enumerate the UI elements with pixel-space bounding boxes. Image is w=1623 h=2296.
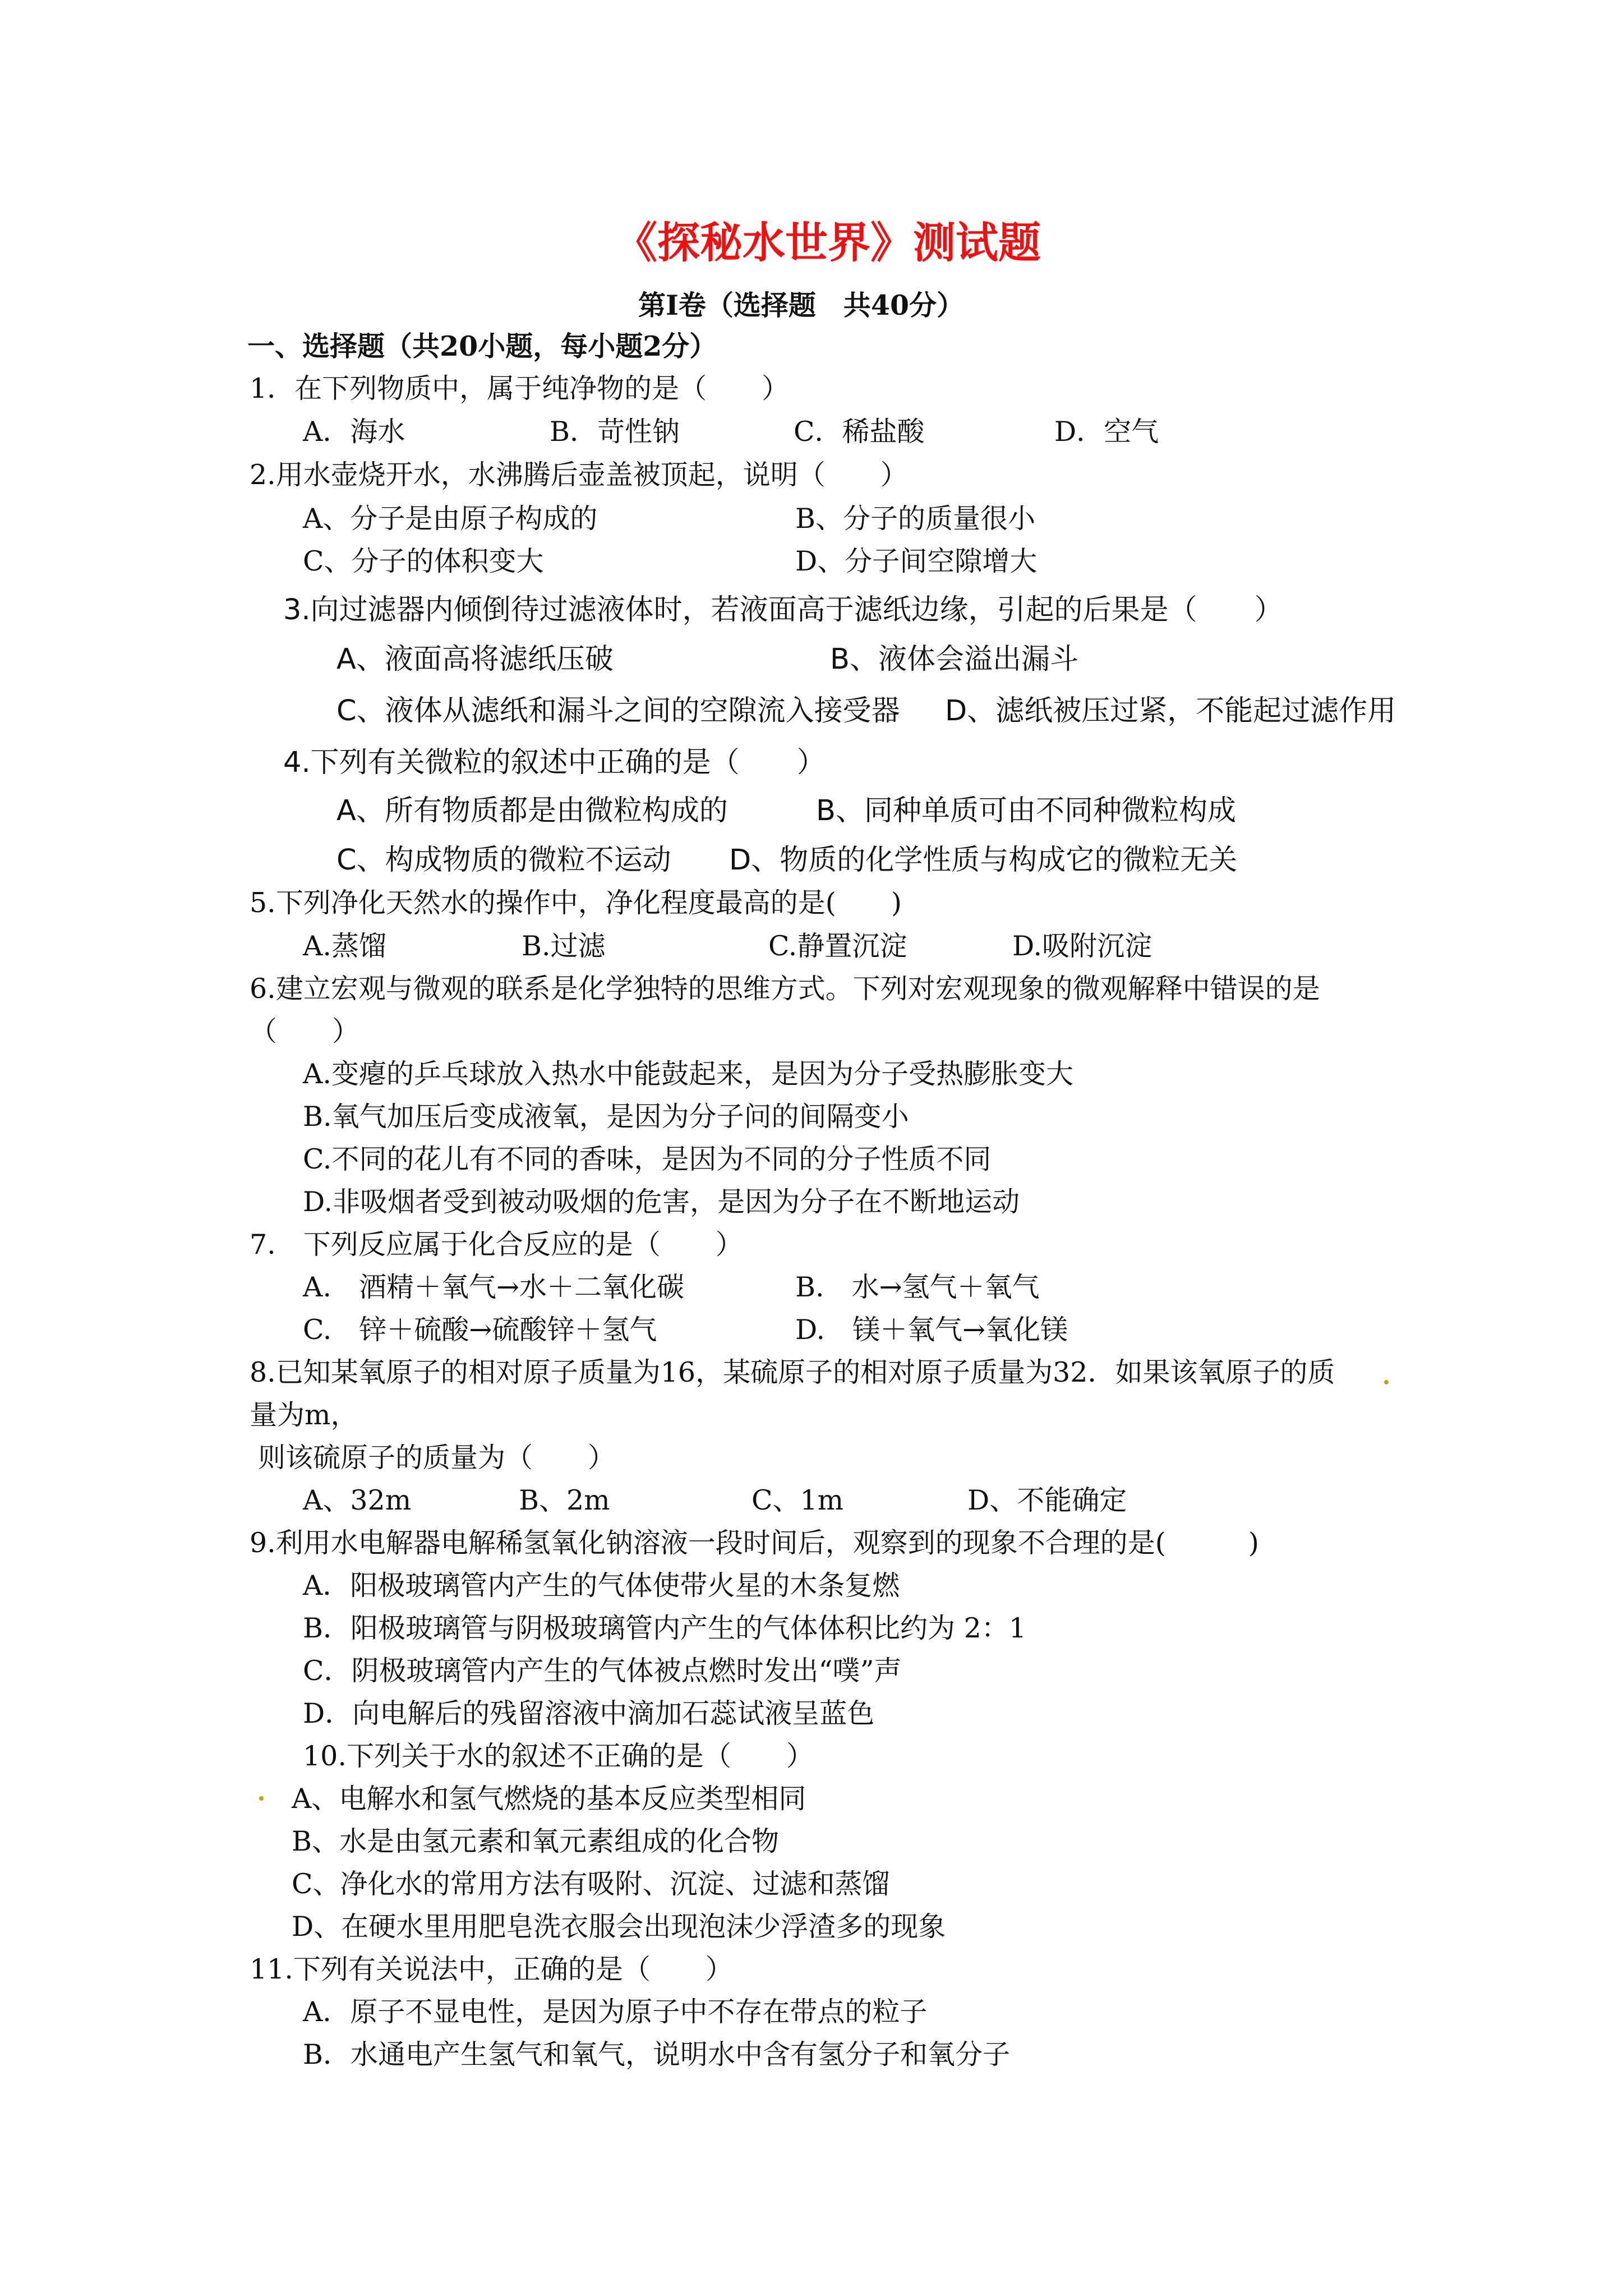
question-7-option-a: A. 酒精＋氧气→水＋二氧化碳 xyxy=(303,1271,685,1303)
section-heading: 一、选择题（共20小题，每小题2分） xyxy=(247,330,717,362)
question-5-option-a: A.蒸馏 xyxy=(303,930,386,962)
question-7-option-d: D. 镁＋氧气→氧化镁 xyxy=(795,1314,1068,1346)
question-6-option-c: C.不同的花儿有不同的香味，是因为不同的分子性质不同 xyxy=(303,1143,992,1175)
question-1-stem: 1．在下列物质中，属于纯净物的是（ ） xyxy=(250,372,790,404)
stray-mark xyxy=(1384,1380,1389,1384)
question-7-option-b: B. 水→氢气＋氧气 xyxy=(795,1271,1040,1303)
question-10-option-a: A、电解水和氢气燃烧的基本反应类型相同 xyxy=(292,1783,806,1815)
question-2-stem: 2.用水壶烧开水，水沸腾后壶盖被顶起，说明（ ） xyxy=(250,459,908,491)
question-1-option-b: B．苛性钠 xyxy=(550,416,680,448)
question-8-option-d: D、不能确定 xyxy=(967,1484,1127,1516)
question-4-option-b: B、同种单质可由不同种微粒构成 xyxy=(816,794,1236,827)
question-2-option-a: A、分子是由原子构成的 xyxy=(303,503,598,535)
question-2-option-c: C、分子的体积变大 xyxy=(303,545,544,577)
question-1-option-c: C．稀盐酸 xyxy=(794,416,925,448)
question-6-option-b: B.氧气加压后变成液氧，是因为分子问的间隔变小 xyxy=(303,1101,909,1133)
page-title: 《探秘水世界》测试题 xyxy=(615,218,1041,268)
question-3-option-d: D、滤纸被压过紧，不能起过滤作用 xyxy=(945,694,1396,728)
question-6-option-a: A.变瘪的乒乓球放入热水中能鼓起来，是因为分子受热膨胀变大 xyxy=(303,1058,1073,1090)
question-5-option-d: D.吸附沉淀 xyxy=(1012,930,1152,962)
question-8-stem-line3: 则该硫原子的质量为（ ） xyxy=(258,1442,616,1474)
question-8-option-a: A、32m xyxy=(303,1484,412,1516)
stray-mark xyxy=(259,1796,264,1801)
question-9-option-a: A．阳极玻璃管内产生的气体使带火星的木条复燃 xyxy=(303,1570,900,1602)
question-11-option-b: B．水通电产生氢气和氧气，说明水中含有氢分子和氧分子 xyxy=(303,2039,1011,2070)
question-4-option-d: D、物质的化学性质与构成它的微粒无关 xyxy=(729,844,1238,877)
question-2-option-d: D、分子间空隙增大 xyxy=(795,545,1038,577)
question-11-stem: 11.下列有关说法中，正确的是（ ） xyxy=(250,1953,733,1985)
question-8-option-c: C、1m xyxy=(751,1484,844,1516)
question-4-option-a: A、所有物质都是由微粒构成的 xyxy=(336,794,728,827)
question-6-stem-continued: （ ） xyxy=(250,1015,360,1047)
question-3-option-b: B、液体会溢出漏斗 xyxy=(830,643,1078,676)
question-9-option-b: B．阳极玻璃管与阴极玻璃管内产生的气体体积比约为 2：1 xyxy=(303,1612,1026,1644)
question-3-option-a: A、液面高将滤纸压破 xyxy=(336,643,614,676)
question-10-option-c: C、净化水的常用方法有吸附、沉淀、过滤和蒸馏 xyxy=(292,1868,890,1900)
question-8-stem-continued: 量为m， xyxy=(250,1399,358,1431)
question-10-option-b: B、水是由氢元素和氧元素组成的化合物 xyxy=(292,1825,780,1857)
question-4-stem: 4.下列有关微粒的叙述中正确的是（ ） xyxy=(283,746,826,779)
part-heading: 第Ⅰ卷（选择题 共40分） xyxy=(638,289,965,321)
question-8-option-b: B、2m xyxy=(519,1484,610,1516)
question-11-option-a: A．原子不显电性，是因为原子中不存在带点的粒子 xyxy=(303,1996,928,2028)
question-3-option-c: C、液体从滤纸和漏斗之间的空隙流入接受器 xyxy=(336,694,900,728)
question-2-option-b: B、分子的质量很小 xyxy=(795,503,1036,535)
question-5-option-c: C.静置沉淀 xyxy=(768,930,907,962)
question-1-option-d: D．空气 xyxy=(1054,416,1159,448)
question-6-stem: 6.建立宏观与微观的联系是化学独特的思维方式。下列对宏观现象的微观解释中错误的是 xyxy=(250,973,1320,1005)
question-8-stem: 8.已知某氧原子的相对原子质量为16，某硫原子的相对原子质量为32．如果该氧原子的质 xyxy=(250,1356,1335,1388)
question-3-stem: 3.向过滤器内倾倒待过滤液体时，若液面高于滤纸边缘，引起的后果是（ ） xyxy=(283,593,1283,627)
question-4-option-c: C、构成物质的微粒不运动 xyxy=(336,844,671,877)
question-9-stem: 9.利用水电解器电解稀氢氧化钠溶液一段时间后，观察到的现象不合理的是( ) xyxy=(250,1527,1259,1559)
question-5-option-b: B.过滤 xyxy=(522,930,606,962)
question-10-option-d: D、在硬水里用肥皂洗衣服会出现泡沫少浮渣多的现象 xyxy=(292,1911,946,1943)
question-6-option-d: D.非吸烟者受到被动吸烟的危害，是因为分子在不断地运动 xyxy=(303,1186,1020,1218)
question-9-option-c: C．阴极玻璃管内产生的气体被点燃时发出“噗”声 xyxy=(303,1655,902,1687)
question-7-stem: 7. 下列反应属于化合反应的是（ ） xyxy=(250,1228,743,1260)
question-9-option-d: D．向电解后的残留溶液中滴加石蕊试液呈蓝色 xyxy=(303,1697,875,1729)
question-1-option-a: A．海水 xyxy=(303,416,405,448)
question-10-stem: 10.下列关于水的叙述不正确的是（ ） xyxy=(303,1740,814,1772)
question-7-option-c: C. 锌＋硫酸→硫酸锌＋氢气 xyxy=(303,1314,657,1346)
question-5-stem: 5.下列净化天然水的操作中，净化程度最高的是( ) xyxy=(250,887,902,919)
